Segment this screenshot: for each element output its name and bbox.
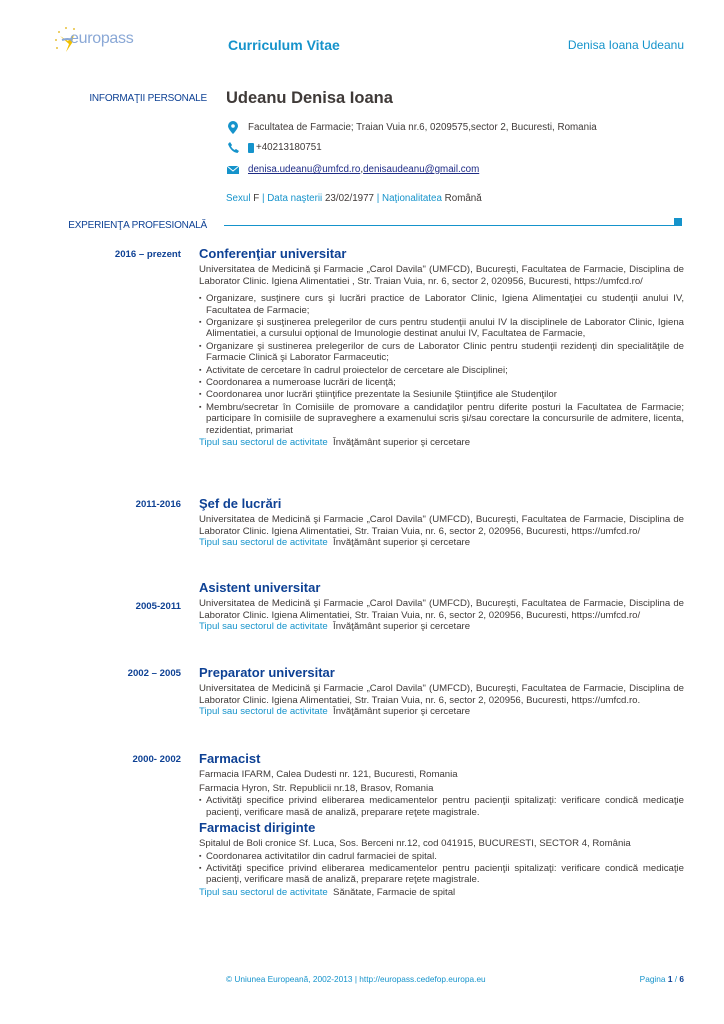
section-divider — [224, 225, 675, 226]
sector-label: Tipul sau sectorul de activitate — [199, 621, 328, 633]
duty-item: ▪ Organizare, susţinere curs şi lucrări practice de Laborator Clinic, Igiena Alimentaţiei cu studenţii anului IV, Facultatea de Farmacie; — [199, 293, 684, 316]
job-entry — [0, 245, 724, 449]
activity-sector — [199, 537, 684, 549]
activity-sector — [199, 621, 684, 633]
mobile-icon — [248, 143, 254, 153]
email-link-gmail[interactable]: denisaudeanu@gmail.com — [363, 164, 480, 175]
email-row: denisa.udeanu@umfcd.ro , denisaudeanu@gmail.com — [226, 164, 479, 175]
address-row — [226, 121, 597, 134]
job-body — [199, 579, 684, 633]
page-number: Pagina 1 / 6 — [639, 974, 684, 984]
location-pin-icon — [226, 121, 240, 134]
duties-list — [199, 851, 684, 886]
job-title: Conferenţiar universitar — [199, 246, 347, 261]
job-date: 2016 – prezent — [114, 249, 181, 260]
person-name: Udeanu Denisa Ioana — [226, 89, 393, 107]
sector-value: Sănătate, Farmacie de spital — [333, 886, 456, 898]
duties-list — [199, 293, 684, 436]
experience-label: EXPERIENŢA PROFESIONALĂ — [68, 220, 207, 231]
job-date: 2002 – 2005 — [127, 668, 181, 679]
duty-item: ▪ Membru/secretar în Comisiile de promovare a candidaţilor pentru diferite posturi la Facultatea de Farmacie; participare în comisiile de supraveghere a examenului scris şi/sau corectare la concursurile de admitere, licenta, rezidentiat, primariat — [199, 402, 684, 436]
nationality-value: Română — [444, 193, 482, 204]
job-title: Farmacist diriginte — [199, 820, 316, 835]
job-entry — [0, 579, 724, 633]
sector-label: Tipul sau sectorul de activitate — [199, 706, 328, 718]
sector-value: Învăţământ superior şi cercetare — [333, 437, 471, 449]
job-date: 2000- 2002 — [132, 754, 181, 765]
sector-value: Învăţământ superior şi cercetare — [333, 537, 471, 549]
job-body — [199, 664, 684, 718]
employer-info: Farmacia IFARM, Calea Dudesti nr. 121, Bucuresti, Romania — [199, 769, 458, 780]
document-title: Curriculum Vitae — [228, 37, 340, 53]
duty-item: ▪ Activităţi specifice privind eliberarea medicamentelor pentru pacienţii spitalizaţi: verificare condică medicaţie pacienţi, verificare masă de analiză, preparare reţete magistrale. — [199, 795, 684, 818]
job-body — [199, 495, 684, 549]
duty-item: ▪ Activitate de cercetare în cadrul proiectelor de cercetare ale Disciplinei; — [199, 365, 684, 376]
job-date: 2005-2011 — [135, 601, 181, 612]
address: Facultatea de Farmacie; Traian Vuia nr.6, 0209575,sector 2, Bucuresti, Romania — [248, 122, 597, 133]
activity-sector — [199, 706, 684, 718]
duty-item: ▪ Organizare şi susţinerea prelegerilor de curs pentru studenţii anului IV la disciplinele de Laborator Clinic, Igiena Alimentatiei, a cursului opţional de Imunologie destinat anului IV, Facultatea de Farmacie, — [199, 317, 684, 340]
job-entry — [0, 664, 724, 718]
job-entry — [0, 750, 724, 899]
email-link-umfcd[interactable]: denisa.udeanu@umfcd.ro — [248, 164, 361, 175]
sector-label: Tipul sau sectorul de activitate — [199, 886, 328, 898]
job-body — [199, 245, 684, 449]
sector-value: Învăţământ superior şi cercetare — [333, 706, 471, 718]
duty-item: ▪ Organizare şi sustinerea prelegerilor de curs de Laborator Clinic pentru studenţii rezidenţi din specialităţile de Farmacie Clinică şi Laborator Farmaceutic; — [199, 341, 684, 364]
job-title: Asistent universitar — [199, 580, 321, 595]
birth-date: 23/02/1977 — [324, 193, 375, 204]
job-body — [199, 750, 684, 899]
sector-label: Tipul sau sectorul de activitate — [199, 537, 328, 549]
sector-label: Tipul sau sectorul de activitate — [199, 437, 328, 449]
job-entry — [0, 495, 724, 549]
duties-list — [199, 795, 684, 818]
email-envelope-icon — [226, 166, 240, 174]
employer-info: Spitalul de Boli cronice Sf. Luca, Sos. Berceni nr.12, cod 041915, BUCURESTI, SECTOR 4, România — [199, 838, 631, 849]
section-divider-marker — [674, 218, 682, 226]
employer-info: Universitatea de Medicină şi Farmacie „Carol Davila" (UMFCD), Bucureşti, Facultatea de Farmacie, Disciplina de Laborator Clinic. Igiena Alimentatiei, Str. Traian Vuia, nr. 6, sector 2, 020956, Bucuresti, https://umfcd.ro/ — [199, 598, 684, 621]
activity-sector — [199, 437, 684, 449]
demographics-row: Sexul F | Data naşterii 23/02/1977 | Naţionalitatea Română — [226, 193, 482, 204]
phone-icon — [226, 142, 240, 153]
phone-number: +40213180751 — [256, 142, 322, 153]
job-title: Farmacist — [199, 751, 261, 766]
phone-row — [226, 142, 322, 153]
duty-item: ▪ Activităţi specifice privind eliberarea medicamentelor pentru pacienţii spitalizaţi: verificare condică medicaţie pacienţi, verificare masă de analiză, preparare reţete magistrale. — [199, 863, 684, 886]
job-date: 2011-2016 — [135, 499, 181, 510]
employer-info: Universitatea de Medicină şi Farmacie „Carol Davila" (UMFCD), Bucureşti, Facultatea de Farmacie, Disciplina de Laborator Clinic. Igiena Alimentatiei , Str. Traian Vuia, nr. 6, sector 2, 020956, Bucuresti, https://umfcd.ro/ — [199, 264, 684, 287]
activity-sector — [199, 887, 684, 899]
personal-info-label: INFORMAŢII PERSONALE — [89, 93, 207, 104]
duty-item: ▪ Coordonarea activitatilor din cadrul farmaciei de spital. — [199, 851, 684, 862]
job-title: Şef de lucrări — [199, 496, 282, 511]
job-title: Preparator universitar — [199, 665, 335, 680]
employer-info: Universitatea de Medicină şi Farmacie „Carol Davila" (UMFCD), Bucureşti, Facultatea de Farmacie, Disciplina de Laborator Clinic. Igiena Alimentatiei, Str. Traian Vuia, nr. 6, sector 2, 020956, Bucuresti, https://umfcd.ro. — [199, 683, 684, 706]
employer-info: Farmacia Hyron, Str. Republicii nr.18, Brasov, Romania — [199, 782, 434, 794]
employer-info: Universitatea de Medicină şi Farmacie „Carol Davila" (UMFCD), Bucureşti, Facultatea de Farmacie, Disciplina de Laborator Clinic. Igiena Alimentatiei, Str. Traian Vuia, nr. 6, sector 2, 020956, Bucuresti, https://umfcd.ro/ — [199, 514, 684, 537]
header-name: Denisa Ioana Udeanu — [567, 38, 684, 52]
europass-wordmark: europass — [70, 30, 134, 47]
sector-value: Învăţământ superior şi cercetare — [333, 621, 471, 633]
duty-item: ▪ Coordonarea a numeroase lucrări de licenţă; — [199, 377, 684, 388]
duty-item: ▪ Coordonarea unor lucrări ştiinţifice prezentate la Sesiunile Ştiinţifice ale Studenţilor — [199, 389, 684, 400]
footer-copyright: © Uniunea Europeană, 2002-2013 | http://europass.cedefop.europa.eu — [226, 974, 486, 984]
sex-value: F — [253, 193, 260, 204]
